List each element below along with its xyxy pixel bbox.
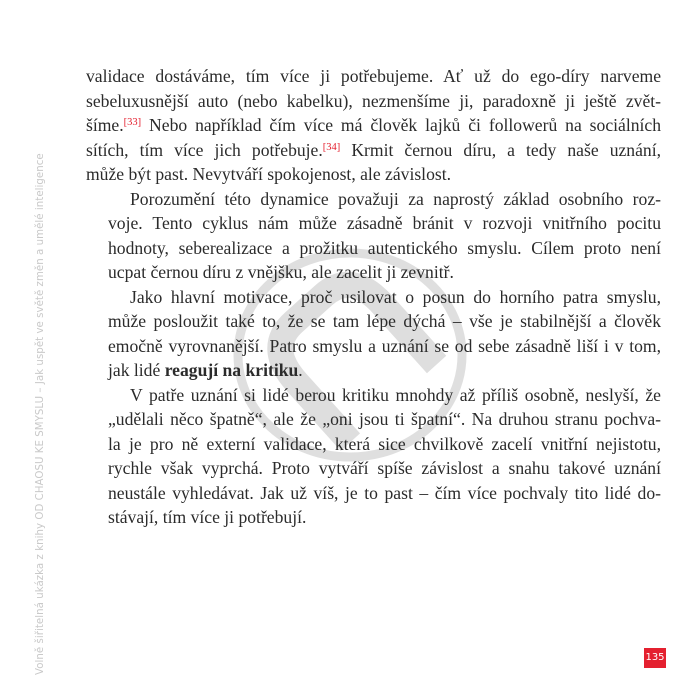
text-line xyxy=(86,113,661,138)
body-text xyxy=(86,64,661,530)
text-line: rychle však vyprchá. Proto vytváří spíše závislost a snahu takové uznání xyxy=(108,458,661,478)
text-line: voje. Tento cyklus nám může zásadně bránit v rozvoji vnitřního pocitu xyxy=(108,213,661,233)
side-note-vertical: Volně šiřitelná ukázka z knihy OD CHAOSU KE SMYSLU – Jak uspět ve světě změn a umělé inteligence xyxy=(35,153,46,675)
paragraph-2 xyxy=(86,187,661,285)
text-line: ucpat černou díru z vnějšku, ale zacelit ji zevnitř. xyxy=(108,262,454,282)
text-line: validace dostáváme, tím více ji potřebujeme. Ať už do ego-díry narveme xyxy=(86,66,661,86)
text-line: la je pro ně externí validace, která sice chvilkově zacelí vnitřní nejistotu, xyxy=(108,433,661,454)
text-line: Jako hlavní motivace, proč usilovat o posun do horního patra smyslu, xyxy=(130,286,661,307)
text-fragment: šíme. xyxy=(86,115,124,135)
paragraph-4 xyxy=(86,383,661,530)
paragraph-1 xyxy=(86,64,661,187)
bold-phrase: reagují na kritiku xyxy=(164,360,299,380)
text-line xyxy=(86,358,661,383)
text-line: stávají, tím více ji potřebují. xyxy=(108,507,307,527)
text-fragment: sítích, tím více jich potřebuje. xyxy=(86,139,323,160)
text-line: může být past. Nevytváří spokojenost, ale závislost. xyxy=(86,164,451,184)
text-line: sebeluxusnější auto (nebo kabelku), nezmenšíme ji, paradoxně ji ještě zvět- xyxy=(86,90,661,111)
text-fragment: jak lidé xyxy=(108,360,165,380)
text-line: neustále vyhledávat. Jak už víš, je to past – čím více pochvaly tito lidé do- xyxy=(108,482,661,503)
text-line: může posloužit také to, že se tam lépe dýchá – vše je stabilnější a člověk xyxy=(108,311,661,331)
paragraph-3 xyxy=(86,285,661,383)
text-line: emočně vyrovnanější. Patro smyslu a uznání se od sebe zásadně liší i v tom, xyxy=(108,335,661,356)
text-line: „udělali něco špatně“, ale že „oni jsou ti špatní“. Na druhou stranu pochva- xyxy=(108,409,661,429)
text-line xyxy=(86,138,661,163)
text-line: Porozumění této dynamice považuji za naprostý základ osobního roz- xyxy=(130,188,661,209)
text-line: hodnoty, seberealizace a prožitku autentického smyslu. Cílem proto není xyxy=(108,237,661,258)
text-line: V patře uznání si lidé berou kritiku mnohdy až příliš osobně, neslyší, že xyxy=(130,384,661,405)
text-fragment: . xyxy=(298,360,303,380)
footnote-ref-34[interactable]: [34] xyxy=(322,141,341,153)
footnote-ref-33[interactable]: [33] xyxy=(123,117,142,128)
text-fragment: Nebo například čím více má člověk lajků či followerů na sociálních xyxy=(141,115,661,135)
page-number-badge: 135 xyxy=(644,648,666,668)
text-fragment: Krmit černou díru, a tedy naše uznání, xyxy=(340,139,661,160)
